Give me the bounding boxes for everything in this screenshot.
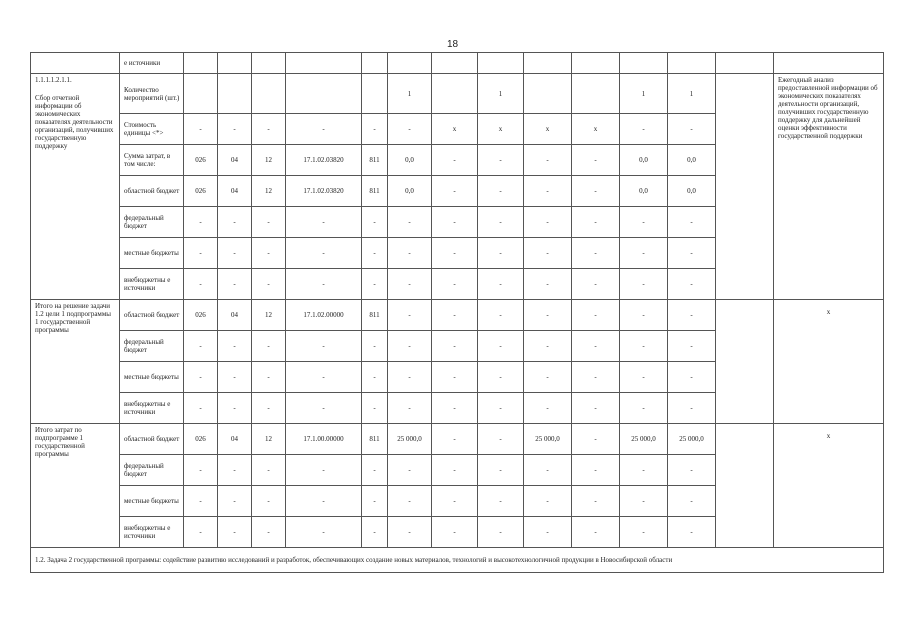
table-cell: - (286, 269, 362, 300)
note-cell: x (774, 424, 884, 548)
table-cell: - (286, 238, 362, 269)
table-cell: - (388, 331, 432, 362)
table-cell: - (184, 207, 218, 238)
table-cell: 811 (362, 424, 388, 455)
empty-cell (716, 74, 774, 300)
table-cell: - (388, 393, 432, 424)
table-cell: - (524, 176, 572, 207)
table-cell: - (668, 207, 716, 238)
table-cell: - (252, 207, 286, 238)
table-cell (716, 53, 774, 74)
table-cell: - (286, 114, 362, 145)
table-cell: - (620, 207, 668, 238)
table-cell: - (572, 486, 620, 517)
table-cell: - (478, 486, 524, 517)
table-cell: - (668, 393, 716, 424)
table-cell: - (218, 207, 252, 238)
table-cell: - (184, 238, 218, 269)
table-cell: - (524, 300, 572, 331)
table-cell: е источники (120, 53, 184, 74)
table-cell: - (388, 269, 432, 300)
table-cell: x (478, 114, 524, 145)
table-cell: - (432, 455, 478, 486)
table-cell: 12 (252, 300, 286, 331)
table-cell (774, 53, 884, 74)
table-cell: 811 (362, 145, 388, 176)
table-cell: 1 (668, 74, 716, 114)
table-cell: - (362, 114, 388, 145)
table-cell (388, 53, 432, 74)
table-cell: - (524, 238, 572, 269)
table-cell: - (252, 362, 286, 393)
table-cell: - (668, 486, 716, 517)
table-cell: - (184, 331, 218, 362)
table-cell: - (478, 331, 524, 362)
table-row (31, 424, 884, 455)
source-label: внебюджетны е источники (120, 269, 184, 300)
table-cell: - (572, 300, 620, 331)
table-cell: - (432, 176, 478, 207)
table-cell (432, 53, 478, 74)
table-cell: - (478, 238, 524, 269)
source-label: местные бюджеты (120, 362, 184, 393)
table-cell: 811 (362, 176, 388, 207)
table-cell: - (184, 269, 218, 300)
table-cell: 0,0 (620, 176, 668, 207)
table-cell: x (432, 114, 478, 145)
table-cell: - (572, 207, 620, 238)
table-cell: - (218, 517, 252, 548)
table-cell: - (184, 114, 218, 145)
source-label: федеральный бюджет (120, 455, 184, 486)
budget-table (30, 52, 884, 573)
table-cell: - (184, 393, 218, 424)
table-cell: 25 000,0 (388, 424, 432, 455)
table-cell: - (668, 300, 716, 331)
table-cell: - (572, 393, 620, 424)
table-cell (218, 53, 252, 74)
source-label: местные бюджеты (120, 238, 184, 269)
table-cell: - (286, 455, 362, 486)
table-cell: - (524, 517, 572, 548)
table-cell: - (218, 114, 252, 145)
table-cell (31, 53, 120, 74)
table-cell: 026 (184, 145, 218, 176)
table-cell: - (524, 393, 572, 424)
table-cell: - (432, 393, 478, 424)
table-cell: - (572, 455, 620, 486)
table-cell: - (252, 517, 286, 548)
table-cell: 1 (388, 74, 432, 114)
table-cell: 25 000,0 (524, 424, 572, 455)
table-cell: 04 (218, 424, 252, 455)
table-cell: - (620, 455, 668, 486)
source-label: внебюджетны е источники (120, 393, 184, 424)
table-cell: - (668, 331, 716, 362)
task-heading: 1.2. Задача 2 государственной программы: содействие развитию исследований и разработок, обеспечивающих создание новых материалов, технологий и высокотехнологичной продукции в Новосибирской области (31, 548, 884, 573)
table-cell: - (218, 393, 252, 424)
table-cell: - (362, 393, 388, 424)
source-label: внебюджетны е источники (120, 517, 184, 548)
row-label-line: Сбор отчетной информации об экономических показателях деятельности организаций, получивших государственную поддержку (35, 94, 114, 150)
table-cell: - (362, 331, 388, 362)
page-number: 18 (446, 39, 459, 50)
table-cell: - (252, 331, 286, 362)
table-cell: 12 (252, 176, 286, 207)
table-cell: - (388, 238, 432, 269)
table-cell: - (620, 486, 668, 517)
table-cell: 25 000,0 (620, 424, 668, 455)
table-cell: - (218, 269, 252, 300)
table-cell: - (388, 207, 432, 238)
table-cell: - (524, 269, 572, 300)
table-cell: - (620, 269, 668, 300)
table-cell: - (218, 362, 252, 393)
table-cell: - (286, 362, 362, 393)
table-cell: - (524, 486, 572, 517)
table-cell: - (524, 331, 572, 362)
table-cell: - (252, 455, 286, 486)
table-cell (184, 53, 218, 74)
total-label: Итого затрат по подпрограмме 1 государственной программы (31, 424, 120, 548)
table-cell: - (572, 517, 620, 548)
empty-cell (716, 300, 774, 424)
table-cell (572, 53, 620, 74)
table-cell (362, 53, 388, 74)
table-cell: - (524, 362, 572, 393)
table-cell: - (668, 362, 716, 393)
table-cell: - (478, 424, 524, 455)
table-cell: - (184, 486, 218, 517)
note-cell: Ежегодный анализ предоставленной информации об экономических показателях деятельности организаций, получивших государственную поддержку для дальнейшей оценки эффективности государственной поддержки (774, 74, 884, 300)
table-cell: - (388, 114, 432, 145)
table-cell (184, 74, 218, 114)
table-cell (572, 74, 620, 114)
table-cell: - (252, 486, 286, 517)
table-cell: - (218, 331, 252, 362)
table-cell: - (252, 114, 286, 145)
row-label-line: 1.1.1.1.2.1.1. (35, 76, 72, 84)
table-cell (286, 74, 362, 114)
table-cell: 0,0 (388, 176, 432, 207)
table-cell: - (668, 455, 716, 486)
table-cell: - (432, 331, 478, 362)
table-cell: - (362, 455, 388, 486)
table-cell: - (432, 207, 478, 238)
table-cell: - (478, 207, 524, 238)
table-cell: - (620, 114, 668, 145)
table-cell: 0,0 (388, 145, 432, 176)
table-cell: 026 (184, 176, 218, 207)
table-cell: - (620, 331, 668, 362)
table-cell (478, 53, 524, 74)
table-cell: - (620, 517, 668, 548)
table-cell: - (620, 300, 668, 331)
table-cell: 25 000,0 (668, 424, 716, 455)
table-cell: - (362, 269, 388, 300)
table-cell: - (184, 455, 218, 486)
table-cell: x (572, 114, 620, 145)
table-row (31, 74, 884, 114)
table-cell: - (524, 145, 572, 176)
table-cell: - (572, 362, 620, 393)
table-cell: - (572, 424, 620, 455)
table-cell: - (388, 455, 432, 486)
table-cell: - (362, 362, 388, 393)
table-cell: - (388, 300, 432, 331)
table-cell: 0,0 (668, 145, 716, 176)
source-label: местные бюджеты (120, 486, 184, 517)
table-cell: - (620, 393, 668, 424)
table-cell (524, 74, 572, 114)
table-cell (432, 74, 478, 114)
table-cell: 17.1.02.00000 (286, 300, 362, 331)
table-cell: - (620, 238, 668, 269)
table-cell: - (252, 238, 286, 269)
table-cell: - (184, 362, 218, 393)
table-cell: - (286, 207, 362, 238)
table-cell: - (252, 393, 286, 424)
note-cell: x (774, 300, 884, 424)
table-cell: - (524, 207, 572, 238)
table-cell: - (432, 486, 478, 517)
table-cell: - (286, 486, 362, 517)
table-cell: - (184, 517, 218, 548)
table-row (31, 548, 884, 573)
table-cell (524, 53, 572, 74)
source-label: областной бюджет (120, 300, 184, 331)
table-cell: 811 (362, 300, 388, 331)
table-cell: 17.1.02.03820 (286, 145, 362, 176)
table-cell: - (432, 424, 478, 455)
table-cell: 04 (218, 176, 252, 207)
source-label: Сумма затрат, в том числе: (120, 145, 184, 176)
table-row (31, 300, 884, 331)
table-cell: - (572, 331, 620, 362)
table-cell: - (218, 455, 252, 486)
table-cell: 04 (218, 300, 252, 331)
activity-label (31, 74, 120, 300)
table-cell: - (362, 517, 388, 548)
table-cell (252, 53, 286, 74)
table-cell: 12 (252, 424, 286, 455)
table-cell: - (252, 269, 286, 300)
source-label: Количество мероприятий (шт.) (120, 74, 184, 114)
table-cell: - (388, 486, 432, 517)
table-cell: - (432, 238, 478, 269)
table-cell: - (432, 517, 478, 548)
table-cell: - (572, 145, 620, 176)
source-label: областной бюджет (120, 176, 184, 207)
source-label: федеральный бюджет (120, 207, 184, 238)
table-cell: - (432, 300, 478, 331)
table-cell: - (218, 238, 252, 269)
table-cell (668, 53, 716, 74)
table-cell: - (478, 300, 524, 331)
table-cell: - (388, 362, 432, 393)
table-cell: - (620, 362, 668, 393)
table-cell: - (478, 269, 524, 300)
table-cell: 17.1.02.03820 (286, 176, 362, 207)
table-cell: 04 (218, 145, 252, 176)
source-label: федеральный бюджет (120, 331, 184, 362)
table-row (31, 53, 884, 74)
table-cell: 17.1.00.00000 (286, 424, 362, 455)
table-cell: - (572, 176, 620, 207)
table-cell: 026 (184, 300, 218, 331)
table-cell: 1 (620, 74, 668, 114)
empty-cell (716, 424, 774, 548)
table-cell: 026 (184, 424, 218, 455)
table-cell: - (478, 176, 524, 207)
total-label: Итого на решение задачи 1.2 цели 1 подпрограммы 1 государственной программы (31, 300, 120, 424)
table-cell: - (668, 114, 716, 145)
source-label: Стоимость единицы <*> (120, 114, 184, 145)
table-cell: - (668, 238, 716, 269)
table-cell (252, 74, 286, 114)
table-cell: - (478, 393, 524, 424)
table-cell: - (668, 517, 716, 548)
table-cell: - (668, 269, 716, 300)
table-cell: - (478, 362, 524, 393)
table-cell: - (286, 393, 362, 424)
table-cell: - (478, 455, 524, 486)
table-cell: - (478, 145, 524, 176)
table-cell: - (286, 331, 362, 362)
source-label: областной бюджет (120, 424, 184, 455)
table-cell: - (432, 269, 478, 300)
table-cell: - (478, 517, 524, 548)
table-cell (218, 74, 252, 114)
table-cell: - (362, 486, 388, 517)
table-cell (286, 53, 362, 74)
table-cell: - (572, 269, 620, 300)
table-cell: 12 (252, 145, 286, 176)
table-cell: - (572, 238, 620, 269)
table-cell: - (362, 238, 388, 269)
table-cell: x (524, 114, 572, 145)
table-cell: - (524, 455, 572, 486)
table-cell: - (388, 517, 432, 548)
table-cell: - (286, 517, 362, 548)
table-cell (620, 53, 668, 74)
table-cell: - (432, 145, 478, 176)
table-cell: 0,0 (620, 145, 668, 176)
table-cell (362, 74, 388, 114)
table-cell: - (362, 207, 388, 238)
table-cell: - (432, 362, 478, 393)
table-cell: 1 (478, 74, 524, 114)
table-cell: 0,0 (668, 176, 716, 207)
table-cell: - (218, 486, 252, 517)
